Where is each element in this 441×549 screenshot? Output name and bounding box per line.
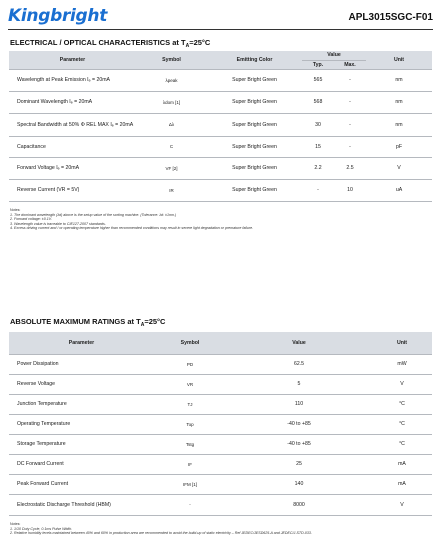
row-symbol: - xyxy=(154,494,226,515)
table-row xyxy=(9,113,432,136)
row-max: 2.5 xyxy=(334,157,366,179)
row-typ: - xyxy=(302,179,334,201)
row-unit: mW xyxy=(372,354,432,374)
row-value: 5 xyxy=(226,374,372,394)
row-value: 62.5 xyxy=(226,354,372,374)
row-unit: nm xyxy=(366,113,432,136)
row-symbol: Δλ xyxy=(136,113,207,136)
absolute-section-title: ABSOLUTE MAXIMUM RATINGS at $T_A=25^\circ C$ xyxy=(10,317,166,328)
header-value: Value xyxy=(226,332,372,354)
brand-logo: Kingbright xyxy=(8,6,108,26)
row-value: 8000 xyxy=(226,494,372,515)
row-value: 25 xyxy=(226,454,372,474)
row-color: Super Bright Green xyxy=(207,113,302,136)
row-value: -40 to +85 xyxy=(226,414,372,434)
table-row xyxy=(9,494,432,515)
row-parameter: Peak Forward Current xyxy=(9,474,154,494)
row-value: 110 xyxy=(226,394,372,414)
note-item: 3. Wavelength value is traceable to CIE127-2007 standards. xyxy=(10,221,106,226)
row-color: Super Bright Green xyxy=(207,179,302,201)
row-unit: uA xyxy=(366,179,432,201)
row-parameter: Forward Voltage Iₑ = 20mA xyxy=(9,157,136,179)
row-color: Super Bright Green xyxy=(207,157,302,179)
row-parameter: Dominant Wavelength Iₑ = 20mA xyxy=(9,91,136,113)
table-row xyxy=(9,354,432,374)
row-value: 140 xyxy=(226,474,372,494)
row-symbol: VR xyxy=(154,374,226,394)
row-unit: mA xyxy=(372,454,432,474)
table-row xyxy=(9,136,432,157)
table-row xyxy=(9,414,432,434)
notes-heading: Notes: xyxy=(10,208,21,212)
header-max: Max. xyxy=(334,60,366,69)
row-parameter: Capacitance xyxy=(9,136,136,157)
header-parameter: Parameter xyxy=(9,332,154,354)
note-item: 2. Forward voltage: ±0.1V. xyxy=(10,217,52,222)
header-unit: Unit xyxy=(366,51,432,69)
row-typ: 568 xyxy=(302,91,334,113)
row-symbol: TJ xyxy=(154,394,226,414)
row-parameter: Power Dissipation xyxy=(9,354,154,374)
row-typ: 15 xyxy=(302,136,334,157)
electrical-table xyxy=(9,51,432,202)
row-symbol: λpeak xyxy=(136,69,207,91)
row-symbol: Tstg xyxy=(154,434,226,454)
row-max: 10 xyxy=(334,179,366,201)
header-symbol: Symbol xyxy=(136,51,207,69)
row-color: Super Bright Green xyxy=(207,69,302,91)
part-number: APL3015SGC-F01 xyxy=(348,12,433,23)
table-row xyxy=(9,69,432,91)
row-unit: nm xyxy=(366,91,432,113)
row-unit: V xyxy=(372,374,432,394)
row-max: - xyxy=(334,91,366,113)
row-symbol: PD xyxy=(154,354,226,374)
row-symbol: C xyxy=(136,136,207,157)
header-parameter: Parameter xyxy=(9,51,136,69)
header-symbol: Symbol xyxy=(154,332,226,354)
page-header xyxy=(8,6,433,28)
header-value: Value xyxy=(302,51,366,60)
row-parameter: Electrostatic Discharge Threshold (HBM) xyxy=(9,494,154,515)
row-parameter: Wavelength at Peak Emission Iₑ = 20mA xyxy=(9,69,136,91)
row-max: - xyxy=(334,113,366,136)
notes-heading: Notes: xyxy=(10,522,21,526)
header-emitting-color: Emitting Color xyxy=(207,51,302,69)
table-row xyxy=(9,179,432,201)
table-row xyxy=(9,374,432,394)
row-unit: °C xyxy=(372,414,432,434)
note-item: 1. The dominant wavelength (λd) above is the setup value of the sorting machine. (Tolerance: λd: ±1nm.) xyxy=(10,212,177,217)
row-parameter: Reverse Voltage xyxy=(9,374,154,394)
row-max: - xyxy=(334,136,366,157)
absolute-ratings-table xyxy=(9,332,432,516)
row-unit: pF xyxy=(366,136,432,157)
header-divider xyxy=(8,29,433,30)
row-symbol: IFM [1] xyxy=(154,474,226,494)
row-symbol: IF xyxy=(154,454,226,474)
row-typ: 565 xyxy=(302,69,334,91)
header-typ: Typ. xyxy=(302,60,334,69)
row-unit: V xyxy=(366,157,432,179)
row-parameter: Junction Temperature xyxy=(9,394,154,414)
table-row xyxy=(9,474,432,494)
row-value: -40 to +85 xyxy=(226,434,372,454)
row-parameter: Operating Temperature xyxy=(9,414,154,434)
row-symbol: Top xyxy=(154,414,226,434)
row-max: - xyxy=(334,69,366,91)
table-row xyxy=(9,157,432,179)
row-parameter: Spectral Bandwidth at 50% Φ REL MAX Iₑ = 20mA xyxy=(9,113,136,136)
table-row xyxy=(9,434,432,454)
row-typ: 2.2 xyxy=(302,157,334,179)
row-typ: 30 xyxy=(302,113,334,136)
row-unit: °C xyxy=(372,434,432,454)
row-color: Super Bright Green xyxy=(207,91,302,113)
row-unit: °C xyxy=(372,394,432,414)
note-item: 4. Excess driving current and / or operating temperature higher than recommended conditions may result in severe light degradation or premature failure. xyxy=(10,226,254,231)
note-item: 2. Relative humidity levels maintained between 40% and 60% in production area are recommended to avoid the build-up of static electricity – Ref JEDEC/JESD625-A and JEDEC/J-STD-033. xyxy=(10,531,312,536)
electrical-section-title: ELECTRICAL / OPTICAL CHARACTERISTICS at $T_A=25^\circ C$ xyxy=(10,38,211,49)
row-symbol: IR xyxy=(136,179,207,201)
row-parameter: Storage Temperature xyxy=(9,434,154,454)
row-color: Super Bright Green xyxy=(207,136,302,157)
row-parameter: DC Forward Current xyxy=(9,454,154,474)
row-unit: nm xyxy=(366,69,432,91)
row-symbol: λdom [1] xyxy=(136,91,207,113)
table-row xyxy=(9,454,432,474)
row-unit: mA xyxy=(372,474,432,494)
header-unit: Unit xyxy=(372,332,432,354)
note-item: 1. 1/10 Duty Cycle, 0.1ms Pulse Width. xyxy=(10,526,73,531)
row-unit: V xyxy=(372,494,432,515)
row-symbol: VF [2] xyxy=(136,157,207,179)
absolute-notes xyxy=(10,522,312,536)
row-parameter: Reverse Current (VR = 5V) xyxy=(9,179,136,201)
electrical-notes xyxy=(10,208,253,231)
table-row xyxy=(9,394,432,414)
table-row xyxy=(9,91,432,113)
